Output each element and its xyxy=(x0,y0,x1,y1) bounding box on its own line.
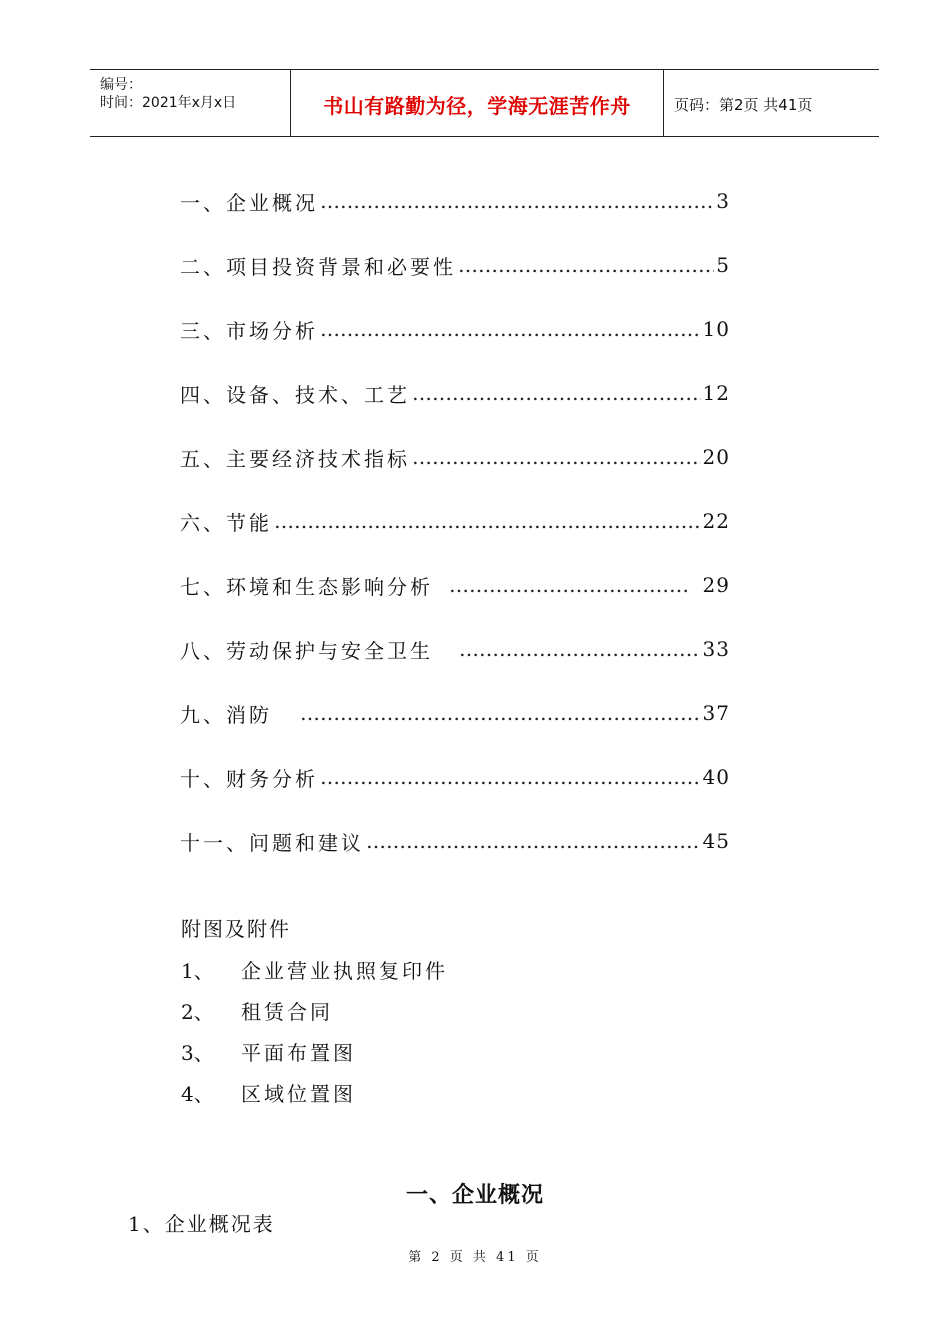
toc-entry[interactable] xyxy=(180,821,730,861)
toc-entry-label: 一、企业概况 xyxy=(180,190,318,215)
toc-leader-dots xyxy=(412,445,701,469)
toc-entry-label: 九、消防 xyxy=(180,702,272,727)
document-date: 时间：2021年x月x日 xyxy=(100,95,237,111)
toc-entry-label: 五、主要经济技术指标 xyxy=(180,446,410,471)
toc-entry-label: 三、市场分析 xyxy=(180,318,318,343)
toc-entry[interactable] xyxy=(180,373,730,413)
attachment-item xyxy=(181,996,333,1025)
toc-leader-dots xyxy=(412,381,701,405)
section-heading: 一、企业概况 xyxy=(405,1182,544,1208)
toc-entry[interactable] xyxy=(180,437,730,477)
toc-entry-page: 12 xyxy=(702,381,730,405)
section-subheading: 1、企业概况表 xyxy=(128,1212,275,1236)
toc-leader-dots xyxy=(366,829,701,853)
toc-entry-page: 3 xyxy=(716,189,730,213)
toc-leader-dots xyxy=(320,317,701,341)
toc-entry-label: 二、项目投资背景和必要性 xyxy=(180,254,456,279)
attachment-item xyxy=(181,1078,356,1107)
toc-entry[interactable] xyxy=(180,565,730,605)
toc-entry[interactable] xyxy=(180,181,730,221)
attachment-text: 平面布置图 xyxy=(241,1041,356,1065)
toc-leader-dots xyxy=(449,573,689,597)
toc-entry[interactable] xyxy=(180,757,730,797)
attachment-number: 1、 xyxy=(181,959,214,983)
toc-leader-dots xyxy=(458,253,714,277)
header-meta-cell xyxy=(90,70,291,136)
toc-entry-page: 33 xyxy=(702,637,730,661)
toc-entry-page: 37 xyxy=(702,701,730,725)
header-motto-cell xyxy=(291,70,664,136)
toc-entry[interactable] xyxy=(180,245,730,285)
toc-leader-dots xyxy=(274,509,701,533)
toc-leader-dots xyxy=(300,701,701,725)
toc-entry-page: 5 xyxy=(716,253,730,277)
attachment-text: 区域位置图 xyxy=(241,1082,356,1106)
header-page-info: 页码：第2页 共41页 xyxy=(674,96,813,114)
toc-entry-label: 六、节能 xyxy=(180,510,272,535)
toc-entry[interactable] xyxy=(180,309,730,349)
toc-leader-dots xyxy=(320,189,714,213)
toc-entry[interactable] xyxy=(180,693,730,733)
attachment-item xyxy=(181,1037,356,1066)
toc-entry-page: 10 xyxy=(702,317,730,341)
page-footer: 第 2 页 共 41 页 xyxy=(408,1250,542,1265)
attachments-title: 附图及附件 xyxy=(181,917,291,941)
toc-entry-label: 四、设备、技术、工艺 xyxy=(180,382,410,407)
page-header xyxy=(90,69,879,137)
toc-leader-dots xyxy=(320,765,701,789)
toc-entry-page: 20 xyxy=(702,445,730,469)
attachment-number: 2、 xyxy=(181,1000,214,1024)
attachment-item xyxy=(181,955,448,984)
document-number-label: 编号： xyxy=(100,77,142,93)
toc-entry-label: 十一、问题和建议 xyxy=(180,830,364,855)
toc-entry-label: 八、劳动保护与安全卫生 xyxy=(180,638,433,663)
header-motto: 书山有路勤为径，学海无涯苦作舟 xyxy=(323,94,631,118)
toc-entry[interactable] xyxy=(180,501,730,541)
toc-entry-label: 十、财务分析 xyxy=(180,766,318,791)
attachment-text: 企业营业执照复印件 xyxy=(241,959,448,983)
attachment-text: 租赁合同 xyxy=(241,1000,333,1024)
toc-leader-dots xyxy=(459,637,701,661)
header-page-cell xyxy=(664,70,879,136)
toc-entry-page: 29 xyxy=(702,573,730,597)
toc-entry[interactable] xyxy=(180,629,730,669)
attachment-number: 3、 xyxy=(181,1041,214,1065)
attachment-number: 4、 xyxy=(181,1082,214,1106)
toc-entry-label: 七、环境和生态影响分析 xyxy=(180,574,433,599)
toc-entry-page: 40 xyxy=(702,765,730,789)
toc-entry-page: 45 xyxy=(702,829,730,853)
toc-entry-page: 22 xyxy=(702,509,730,533)
